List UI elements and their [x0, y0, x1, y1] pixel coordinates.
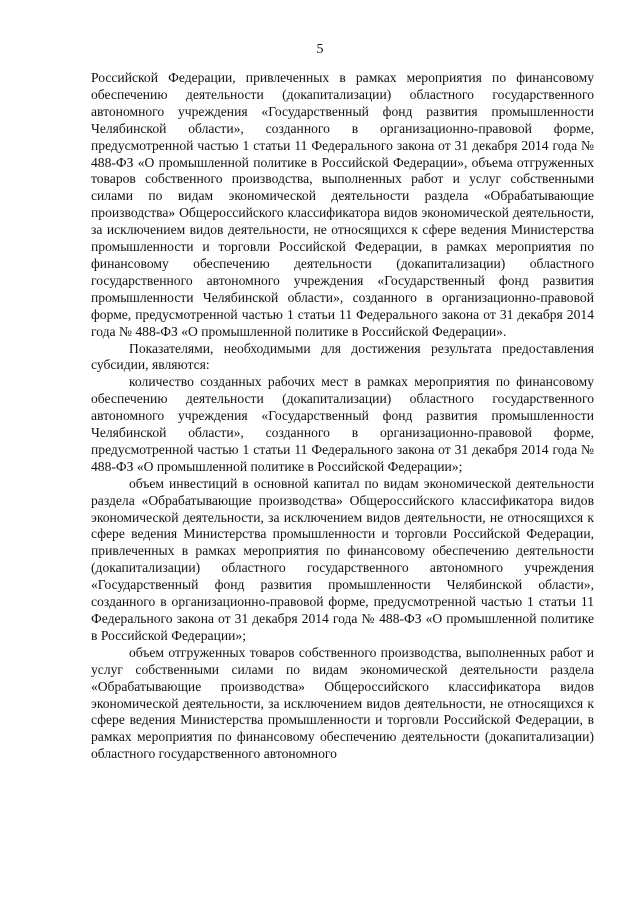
paragraph-indicators-intro: Показателями, необходимыми для достижения результата предоставления субсидии, являются: — [91, 340, 594, 373]
document-body — [91, 70, 594, 763]
page-number: 5 — [316, 42, 324, 57]
paragraph-investment-indicator: объем инвестиций в основной капитал по видам экономической деятельности раздела «Обрабатывающие производства» Общероссийского классификатора видов экономической деятельности, за исключением видов деятельности, не относящихся к сфере ведения Министерства промышленности и торговли Российской Федерации, привлеченных в рамках мероприятия по финансовому обеспечению деятельности (докапитализации) областного государственного автономного учреждения «Государственный фонд развития промышленности Челябинской области», созданного в организационно-правовой форме, предусмотренной частью 1 статьи 11 Федерального закона от 31 декабря 2014 года № 488-ФЗ «О промышленной политике в Российской Федерации»; — [91, 475, 594, 643]
paragraph-jobs-indicator: количество созданных рабочих мест в рамках мероприятия по финансовому обеспечению деятельности (докапитализации) областного государственного автономного учреждения «Государственный фонд развития промышленности Челябинской области», созданного в организационно-правовой форме, предусмотренной частью 1 статьи 11 Федерального закона от 31 декабря 2014 года № 488-ФЗ «О промышленной политике в Российской Федерации»; — [91, 374, 594, 474]
paragraph-shipped-goods-indicator: объем отгруженных товаров собственного производства, выполненных работ и услуг собственными силами по видам экономической деятельности раздела «Обрабатывающие производства» Общероссийского классификатора видов экономической деятельности, за исключением видов деятельности, не относящихся к сфере ведения Министерства промышленности и торговли Российской Федерации, в рамках мероприятия по финансовому обеспечению деятельности (докапитализации) областного государственного автономного — [91, 644, 594, 762]
paragraph-continuation: Российской Федерации, привлеченных в рамках мероприятия по финансовому обеспечению деятельности (докапитализации) областного государственного автономного учреждения «Государственный фонд развития промышленности Челябинской области», созданного в организационно-правовой форме, предусмотренной частью 1 статьи 11 Федерального закона от 31 декабря 2014 года № 488-ФЗ «О промышленной политике в Российской Федерации», объема отгруженных товаров собственного производства, выполненных работ и услуг собственными силами по видам экономической деятельности раздела «Обрабатывающие производства» Общероссийского классификатора видов экономической деятельности, за исключением видов деятельности, не относящихся к сфере ведения Министерства промышленности и торговли Российской Федерации, в рамках мероприятия по финансовому обеспечению деятельности (докапитализации) областного государственного автономного учреждения «Государственный фонд развития промышленности Челябинской области», созданного в организационно-правовой форме, предусмотренной частью 1 статьи 11 Федерального закона от 31 декабря 2014 года № 488-ФЗ «О промышленной политике в Российской Федерации». — [91, 70, 594, 339]
